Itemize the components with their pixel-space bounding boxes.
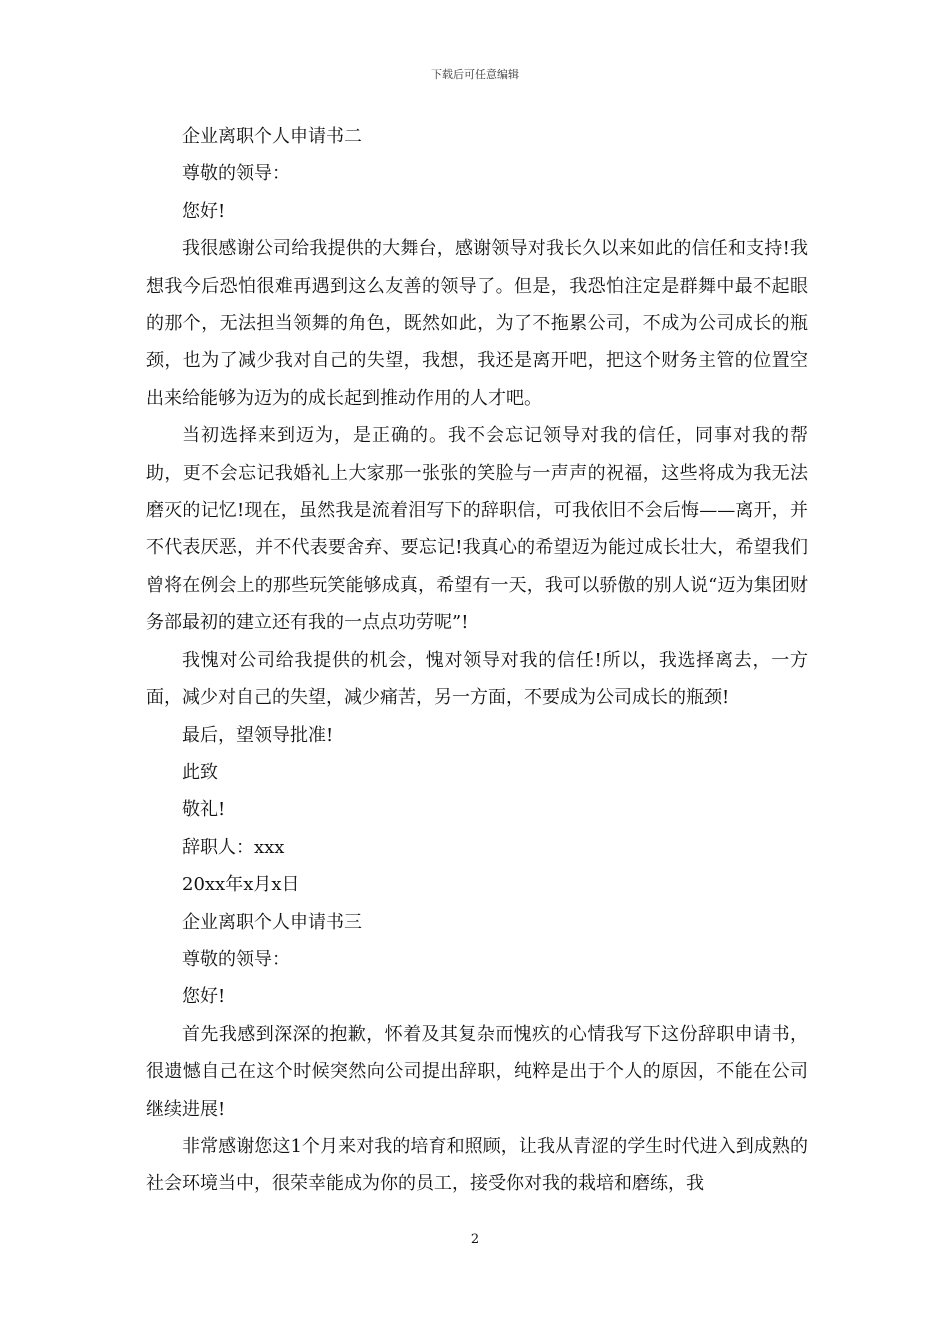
salutation: 尊敬的领导： (182, 163, 290, 185)
salutation: 尊敬的领导： (182, 948, 290, 970)
section-title: 企业离职个人申请书三 (182, 911, 362, 933)
letter-body (146, 118, 808, 1203)
page-number: 2 (470, 1232, 480, 1247)
closing-salute: 敬礼! (182, 799, 226, 821)
closing-phrase: 此致 (182, 761, 218, 783)
section-title: 企业离职个人申请书二 (182, 126, 362, 147)
body-paragraph: 首先我感到深深的抱歉，怀着及其复杂而愧疚的心情我写下这份辞职申请书，很遗憾自己在这个时候突然向公司提出辞职，纯粹是出于个人的原因，不能在公司继续进展! (146, 1023, 808, 1120)
date-line: 20xx年x月x日 (182, 874, 300, 896)
body-paragraph: 当初选择来到迈为，是正确的。我不会忘记领导对我的信任，同事对我的帮助，更不会忘记我婚礼上大家那一张张的笑脸与一声声的祝福，这些将成为我无法磨灭的记忆!现在，虽然我是流着泪写下的辞职信，可我依旧不会后悔——离开，并不代表厌恶，并不代表要舍弃、要忘记!我真心的希望迈为能过成长壮大，希望我们曾将在例会上的那些玩笑能够成真，希望有一天，我可以骄傲的别人说“迈为集团财务部最初的建立还有我的一点点功劳呢”! (146, 425, 808, 634)
body-paragraph: 我很感谢公司给我提供的大舞台，感谢领导对我长久以来如此的信任和支持!我想我今后恐怕很难再遇到这么友善的领导了。但是，我恐怕注定是群舞中最不起眼的那个，无法担当领舞的角色，既然如此，为了不拖累公司，不成为公司成长的瓶颈，也为了减少我对自己的失望，我想，我还是离开吧，把这个财务主管的位置空出来给能够为迈为的成长起到推动作用的人才吧。 (146, 238, 808, 409)
greeting: 您好! (182, 200, 226, 222)
body-paragraph: 我愧对公司给我提供的机会，愧对领导对我的信任!所以，我选择离去，一方面，减少对自己的失望，减少痛苦，另一方面，不要成为公司成长的瓶颈! (146, 649, 808, 709)
signature-line: 辞职人：xxx (182, 836, 285, 858)
greeting: 您好! (182, 986, 226, 1008)
page-header: 下载后可任意编辑 (431, 68, 519, 81)
closing-request: 最后，望领导批准! (182, 724, 334, 746)
body-paragraph: 非常感谢您这1个月来对我的培育和照顾，让我从青涩的学生时代进入到成熟的社会环境当中，很荣幸能成为你的员工，接受你对我的栽培和磨练，我 (146, 1135, 808, 1195)
